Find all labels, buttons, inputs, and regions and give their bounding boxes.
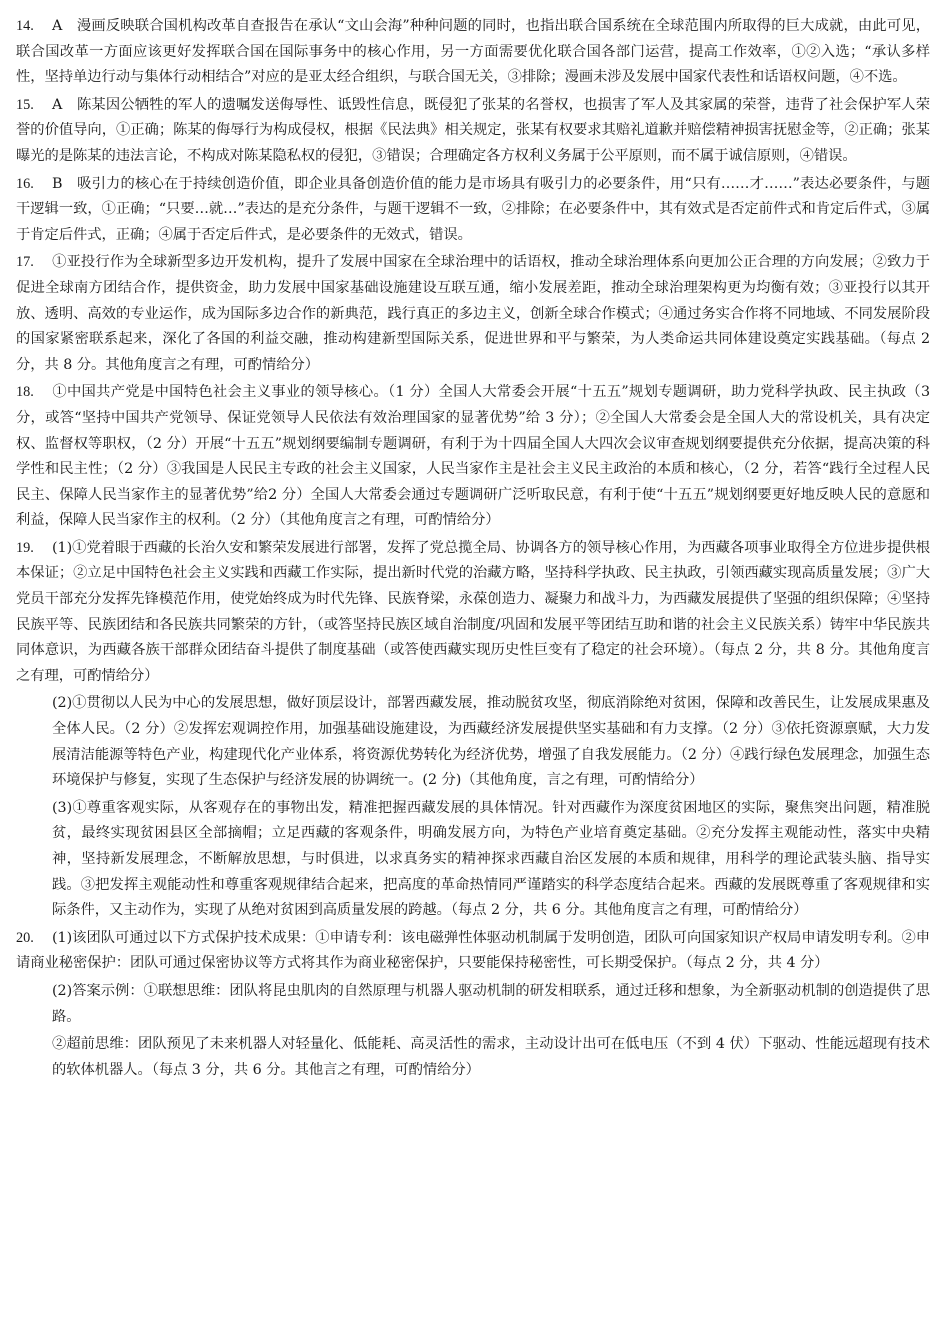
answer-text: (3)①尊重客观实际，从客观存在的事物出发，精准把握西藏发展的具体情况。针对西藏作为深度贫困地区的实际，聚焦突出问题，精准脱贫，最终实现贫困县区全部摘帽；立足西藏的客观条件，明确发展方向，为特色产业培育奠定基础。②充分发挥主观能动性，落实中央精神，坚持新发展理念，不断解放思想，与时俱进，以求真务实的精神探求西藏自治区发展的本质和规律，用科学的理论武装头脑、指导实践。③把发挥主观能动性和尊重客观规律结合起来，把高度的革命热情同严谨踏实的科学态度结合起来。西藏的发展既尊重了客观规律和实际条件，又主动作为，实现了从绝对贫困到高质量发展的跨越。（每点 2 分，共 6 分。其他角度言之有理，可酌情给分） — [52, 799, 930, 919]
answer-text: A 漫画反映联合国机构改革自查报告在承认“文山会海”种种问题的同时，也指出联合国系统在全球范围内所取得的巨大成就，由此可见，联合国改革一方面应该更好发挥联合国在国际事务中的核心作用，另一方面需要优化联合国各部门运营，提高工作效率，①②入选；“承认多样性，坚持单边行动与集体行动相结合”对应的是亚太经合组织，与联合国无关，③排除；漫画未涉及发展中国家代表性和话语权问题，④不选。 — [16, 18, 930, 86]
answer-text: B 吸引力的核心在于持续创造价值，即企业具备创造价值的能力是市场具有吸引力的必要条件，用“只有……才……”表达必要条件，与题干逻辑一致，①正确；“只要…就…”表达的是充分条件，与题干逻辑不一致，②排除；在必要条件中，其有效式是否定前件式和肯定后件式，③属于肯定后件式，正确；④属于否定后件式，是必要条件的无效式，错误。 — [16, 175, 930, 243]
answer-15 — [16, 93, 930, 170]
answer-text: ①亚投行作为全球新型多边开发机构，提升了发展中国家在全球治理中的话语权，推动全球治理体系向更加公正合理的方向发展；②致力于促进全球南方团结合作，提供资金，助力发展中国家基础设施建设互联互通，缩小发展差距，推动全球治理架构更为均衡有效；③亚投行以其开放、透明、高效的专业运作，成为国际多边合作的新典范，践行真正的多边主义，创新全球合作模式；④通过务实合作将不同地域、不同发展阶段的国家紧密联系起来，深化了各国的利益交融，推动构建新型国际关系，促进世界和平与繁荣，为人类命运共同体建设奠定实践基础。（每点 2 分，共 8 分。其他角度言之有理，可酌情给分） — [16, 254, 930, 373]
answer-20-part-2b — [16, 1032, 930, 1083]
question-number: 15. — [16, 96, 34, 113]
question-number: 18. — [16, 384, 34, 401]
answer-text: (2)答案示例：①联想思维：团队将昆虫肌肉的自然原理与机器人驱动机制的研发相联系，通过迁移和想象，为全新驱动机制的创造提供了思路。 — [52, 982, 930, 1025]
answer-14 — [16, 14, 930, 91]
question-number: 20. — [16, 929, 34, 946]
answer-19-part-1 — [16, 536, 930, 690]
question-number: 17. — [16, 254, 34, 271]
answer-18 — [16, 380, 930, 534]
answer-19-part-2 — [16, 691, 930, 793]
answer-16 — [16, 172, 930, 249]
answer-20-part-1 — [16, 926, 930, 977]
answer-text: ①中国共产党是中国特色社会主义事业的领导核心。（1 分）全国人大常委会开展“十五五”规划专题调研，助力党科学执政、民主执政（3 分，或答“坚持中国共产党领导、保证党领导人民依法有效治理国家的显著优势”给 3 分）；②全国人大常委会是全国人大的常设机关，具有决定权、监督权等职权，（2 分）开展“十五五”规划纲要编制专题调研，有利于为十四届全国人大四次会议审查规划纲要提供充分依据，提高决策的科学性和民主性；（2 分）③我国是人民民主专政的社会主义国家，人民当家作主是社会主义民主政治的本质和核心，（2 分，若答“践行全过程人民民主、保障人民当家作主的显著优势”给2 分）全国人大常委会通过专题调研广泛听取民意，有利于使“十五五”规划纲要更好地反映人民的意愿和利益，保障人民当家作主的权利。（2 分）（其他角度言之有理，可酌情给分） — [16, 384, 930, 529]
question-number: 14. — [16, 18, 34, 34]
answer-text: (1)①党着眼于西藏的长治久安和繁荣发展进行部署，发挥了党总揽全局、协调各方的领导核心作用，为西藏各项事业取得全方位进步提供根本保证；②立足中国特色社会主义实践和西藏工作实际，提出新时代党的治藏方略，坚持科学执政、民主执政，引领西藏实现高质量发展；③广大党员干部充分发挥先锋模范作用，使党始终成为时代先锋、民族脊梁，永葆创造力、凝聚力和战斗力，为西藏发展提供了坚强的组织保障；④坚持民族平等、民族团结和各民族共同繁荣的方针，（或答坚持民族区域自治制度/巩固和发展平等团结互助和谐的社会主义民族关系）铸牢中华民族共同体意识，为西藏各族干部群众团结奋斗提供了制度基础（或答使西藏实现历史性巨变有了稳定的社会环境）。（每点 2 分，共 8 分。其他角度言之有理，可酌情给分） — [16, 539, 930, 684]
answer-17 — [16, 250, 930, 378]
answer-20-part-2a — [16, 979, 930, 1030]
answer-text: ②超前思维：团队预见了未来机器人对轻量化、低能耗、高灵活性的需求，主动设计出可在低电压（不到 4 伏）下驱动、性能远超现有技术的软体机器人。（每点 3 分，共 6 分。其他言之有理，可酌情给分） — [52, 1036, 930, 1078]
answer-19-part-3 — [16, 796, 930, 924]
answer-text: A 陈某因公牺牲的军人的遗嘱发送侮辱性、诋毁性信息，既侵犯了张某的名誉权，也损害了军人及其家属的荣誉，违背了社会保护军人荣誉的价值导向，①正确；陈某的侮辱行为构成侵权，根据《民法典》相关规定，张某有权要求其赔礼道歉并赔偿精神损害抚慰金等，②正确；张某曝光的是陈某的违法言论，不构成对陈某隐私权的侵犯，③错误；合理确定各方权利义务属于公平原则，而不属于诚信原则，④错误。 — [16, 96, 930, 164]
answer-text: (1)该团队可通过以下方式保护技术成果：①申请专利：该电磁弹性体驱动机制属于发明创造，团队可向国家知识产权局申请发明专利。②申请商业秘密保护：团队可通过保密协议等方式将其作为商业秘密保护，只要能保持秘密性，可长期受保护。（每点 2 分，共 4 分） — [16, 929, 930, 972]
question-number: 19. — [16, 539, 34, 556]
question-number: 16. — [16, 175, 34, 192]
answer-text: (2)①贯彻以人民为中心的发展思想，做好顶层设计，部署西藏发展，推动脱贫攻坚，彻底消除绝对贫困，保障和改善民生，让发展成果惠及全体人民。（2 分）②发挥宏观调控作用，加强基础设施建设，为西藏经济发展提供坚实基础和有力支撑。（2 分）③依托资源禀赋，大力发展清洁能源等特色产业，构建现代化产业体系，将资源优势转化为经济优势，增强了自我发展能力。（2 分）④践行绿色发展理念，加强生态环境保护与修复，实现了生态保护与经济发展的协调统一。(2 分)（其他角度，言之有理，可酌情给分） — [52, 695, 930, 789]
